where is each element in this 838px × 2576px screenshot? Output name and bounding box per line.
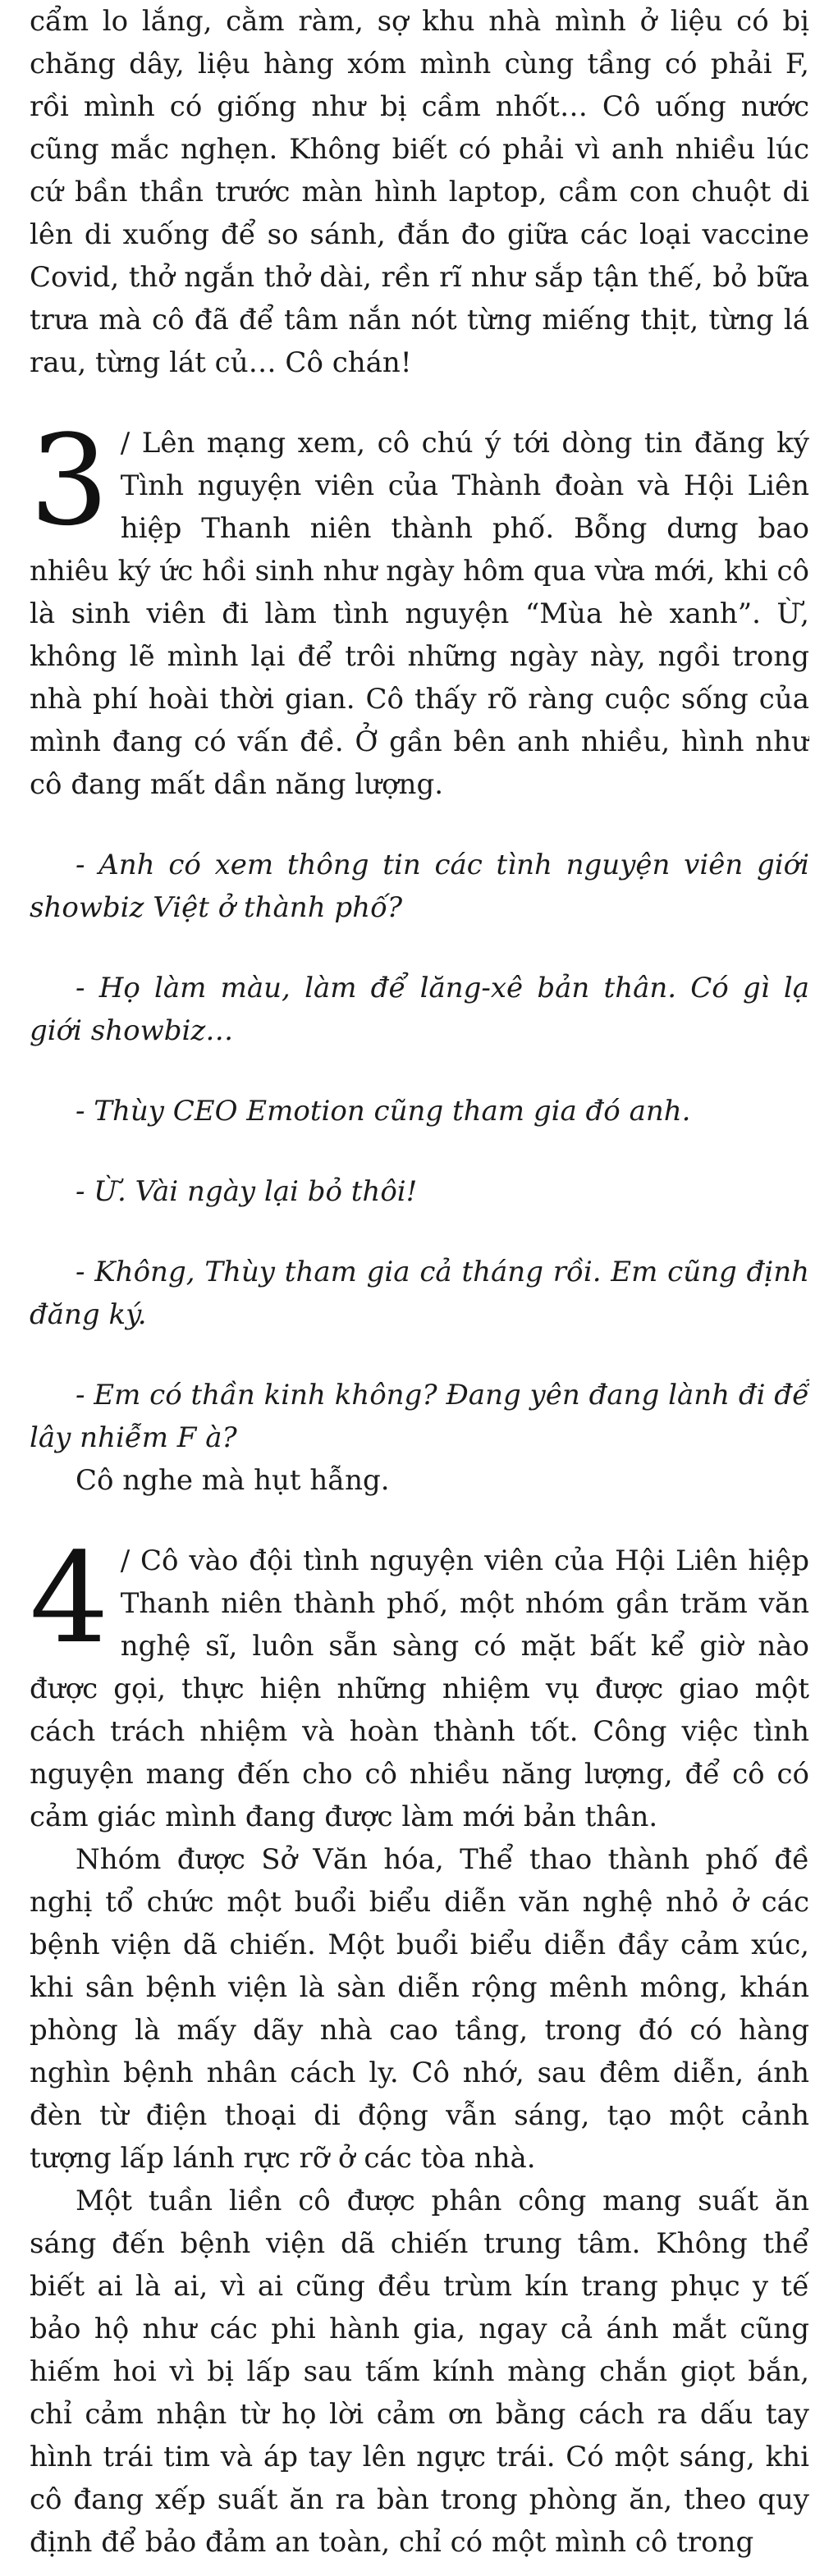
section-3-text: / Lên mạng xem, cô chú ý tới dòng tin đăng ký Tình nguyện viên của Thành đoàn và Hội Liên hiệp Thanh niên thành phố. Bỗng dưng bao nhiêu ký ức hồi sinh như ngày hôm qua vừa mới, khi cô là sinh viên đi làm tình nguyện “Mùa hè xanh”. Ừ, không lẽ mình lại để trôi những ngày này, ngồi trong nhà phí hoài thời gian. Cô thấy rõ ràng cuộc sống của mình đang có vấn đề. Ở gần bên anh nhiều, hình như cô đang mất dần năng lượng. <box>30 427 809 801</box>
dialogue-line-6: - Em có thần kinh không? Đang yên đang lành đi để lây nhiễm F à? <box>30 1379 809 1454</box>
dialogue-line-1: - Anh có xem thông tin các tình nguyện viên giới showbiz Việt ở thành phố? <box>30 849 809 924</box>
dialogue-line-4: - Ừ. Vài ngày lại bỏ thôi! <box>76 1175 418 1208</box>
section-4-dropcap: 4 <box>30 1526 109 1671</box>
section-4 <box>30 1526 809 1838</box>
paragraph-opening: cẩm lo lắng, cằm ràm, sợ khu nhà mình ở liệu có bị chăng dây, liệu hàng xóm mình cùng tầng có phải F, rồi mình có giống như bị cầm nhốt… Cô uống nước cũng mắc nghẹn. Không biết có phải vì anh nhiều lúc cứ bần thần trước màn hình laptop, cầm con chuột di lên di xuống để so sánh, đắn đo giữa các loại vaccine Covid, thở ngắn thở dài, rền rĩ như sắp tận thế, bỏ bữa trưa mà cô đã để tâm nắn nót từng miếng thịt, từng lá rau, từng lát củ… Cô chán! <box>30 5 809 379</box>
paragraph-hut-hang: Cô nghe mà hụt hẫng. <box>76 1464 390 1497</box>
dialogue-line-3: - Thùy CEO Emotion cũng tham gia đó anh. <box>76 1095 691 1128</box>
paragraph-nhom: Nhóm được Sở Văn hóa, Thể thao thành phố đề nghị tổ chức một buổi biểu diễn văn nghệ nhỏ ở các bệnh viện dã chiến. Một buổi biểu diễn đầy cảm xúc, khi sân bệnh viện là sàn diễn rộng mênh mông, khán phòng là mấy dãy nhà cao tầng, trong đó có hàng nghìn bệnh nhân cách ly. Cô nhớ, sau đêm diễn, ánh đèn từ điện thoại di động vẫn sáng, tạo một cảnh tượng lấp lánh rực rỡ ở các tòa nhà. <box>30 1843 809 2175</box>
story-page <box>30 0 809 2576</box>
section-3 <box>30 408 809 806</box>
dialogue-line-2: - Họ làm màu, làm để lăng-xê bản thân. Có gì lạ giới showbiz… <box>30 972 809 1047</box>
section-4-text: / Cô vào đội tình nguyện viên của Hội Liên hiệp Thanh niên thành phố, một nhóm gần trăm văn nghệ sĩ, luôn sẵn sàng có mặt bất kể giờ nào được gọi, thực hiện những nhiệm vụ được giao một cách trách nhiệm và hoàn thành tốt. Công việc tình nguyện mang đến cho cô nhiều năng lượng, để cô có cảm giác mình đang được làm mới bản thân. <box>30 1544 809 1833</box>
section-3-dropcap: 3 <box>30 408 109 553</box>
paragraph-tuan: Một tuần liền cô được phân công mang suất ăn sáng đến bệnh viện dã chiến trung tâm. Không thể biết ai là ai, vì ai cũng đều trùm kín trang phục y tế bảo hộ như các phi hành gia, ngay cả ánh mắt cũng hiếm hoi vì bị lấp sau tấm kính màng chắn giọt bắn, chỉ cảm nhận từ họ lời cảm ơn bằng cách ra dấu tay hình trái tim và áp tay lên ngực trái. Có một sáng, khi cô đang xếp suất ăn ra bàn trong phòng ăn, theo quy định để bảo đảm an toàn, chỉ có một mình cô trong <box>30 2185 809 2559</box>
dialogue-line-5: - Không, Thùy tham gia cả tháng rồi. Em cũng định đăng ký. <box>30 1256 809 1331</box>
